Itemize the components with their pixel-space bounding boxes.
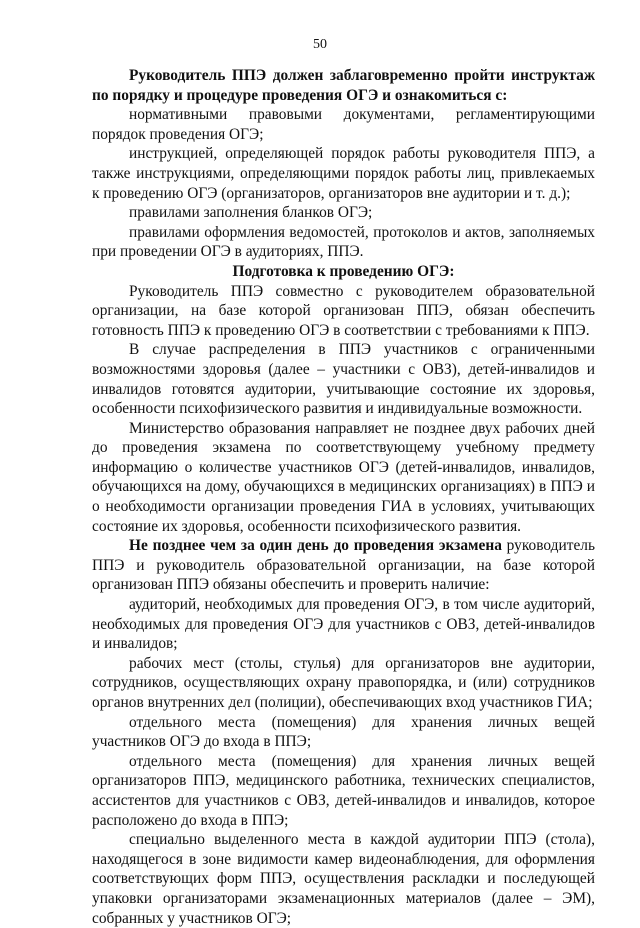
paragraph-regulations: нормативными правовыми документами, регламентирующими порядок проведения ОГЭ;	[92, 106, 595, 143]
paragraph-deadline	[92, 536, 595, 595]
page-number: 50	[313, 37, 327, 52]
section-heading: Подготовка к проведению ОГЭ:	[232, 262, 455, 280]
paragraph-workplaces: рабочих мест (столы, стулья) для организаторов вне аудитории, сотрудников, осуществляющих охрану правопорядка, и (или) сотрудников органов внутренних дел (полиции), обеспечивающих вход участников ГИА;	[92, 654, 595, 711]
bold-text: Руководитель ППЭ должен заблаговременно пройти инструктаж по порядку и процедуре проведения ОГЭ и ознакомиться с:	[92, 67, 595, 104]
paragraph-ministry: Министерство образования направляет не позднее двух рабочих дней до проведения экзамена по соответствующему учебному предмету информацию о количестве участников ОГЭ (детей-инвалидов, инвалидов, обучающихся на дому, обучающихся в медицинских организациях) в ППЭ и о необходимости организации проведения ГИА в условиях, учитывающих состояние их здоровья, особенности психофизического развития.	[92, 419, 595, 535]
paragraph-instruction-intro	[92, 66, 595, 105]
paragraph-text: руководитель ППЭ и руководитель образовательной организации, на базе которой организован ППЭ обязаны обеспечить и проверить наличие:	[92, 537, 595, 594]
paragraph-instructions: инструкцией, определяющей порядок работы руководителя ППЭ, а также инструкциями, определяющими порядок работы лиц, привлекаемых к проведению ОГЭ (организаторов, организаторов вне аудитории и т. д.);	[92, 145, 595, 202]
paragraph-classrooms: аудиторий, необходимых для проведения ОГЭ, в том числе аудиторий, необходимых для проведения ОГЭ для участников с ОВЗ, детей-инвалидов и инвалидов;	[92, 596, 595, 653]
paragraph-storage-participants: отдельного места (помещения) для хранения личных вещей участников ОГЭ до входа в ППЭ;	[92, 713, 595, 751]
paragraph-records-rules: правилами оформления ведомостей, протоколов и актов, заполняемых при проведении ОГЭ в аудиториях, ППЭ.	[92, 223, 595, 261]
paragraph-forms-rules: правилами заполнения бланков ОГЭ;	[129, 204, 373, 222]
bold-text: Не позднее чем за один день до проведения экзамена	[129, 537, 502, 555]
paragraph-storage-staff: отдельного места (помещения) для хранения личных вещей организаторов ППЭ, медицинского работника, технических специалистов, ассистентов для участников с ОВЗ, детей-инвалидов и инвалидов, которое расположено до входа в ППЭ;	[92, 752, 595, 829]
paragraph-designated-place: специально выделенного места в каждой аудитории ППЭ (стола), находящегося в зоне видимости камер видеонаблюдения, для оформления соответствующих форм ППЭ, осуществления раскладки и последующей упаковки организаторами экзаменационных материалов (далее – ЭМ), собранных у участников ОГЭ;	[92, 831, 595, 927]
paragraph-ovz: В случае распределения в ППЭ участников с ограниченными возможностями здоровья (далее – участники с ОВЗ), детей-инвалидов и инвалидов готовятся аудитории, учитывающие состояние их здоровья, особенности психофизического развития и индивидуальные возможности.	[92, 341, 595, 418]
document-body	[92, 66, 595, 928]
paragraph-readiness: Руководитель ППЭ совместно с руководителем образовательной организации, на базе которой организован ППЭ, обязан обеспечить готовность ППЭ к проведению ОГЭ в соответствии с требованиями к ППЭ.	[92, 282, 595, 339]
